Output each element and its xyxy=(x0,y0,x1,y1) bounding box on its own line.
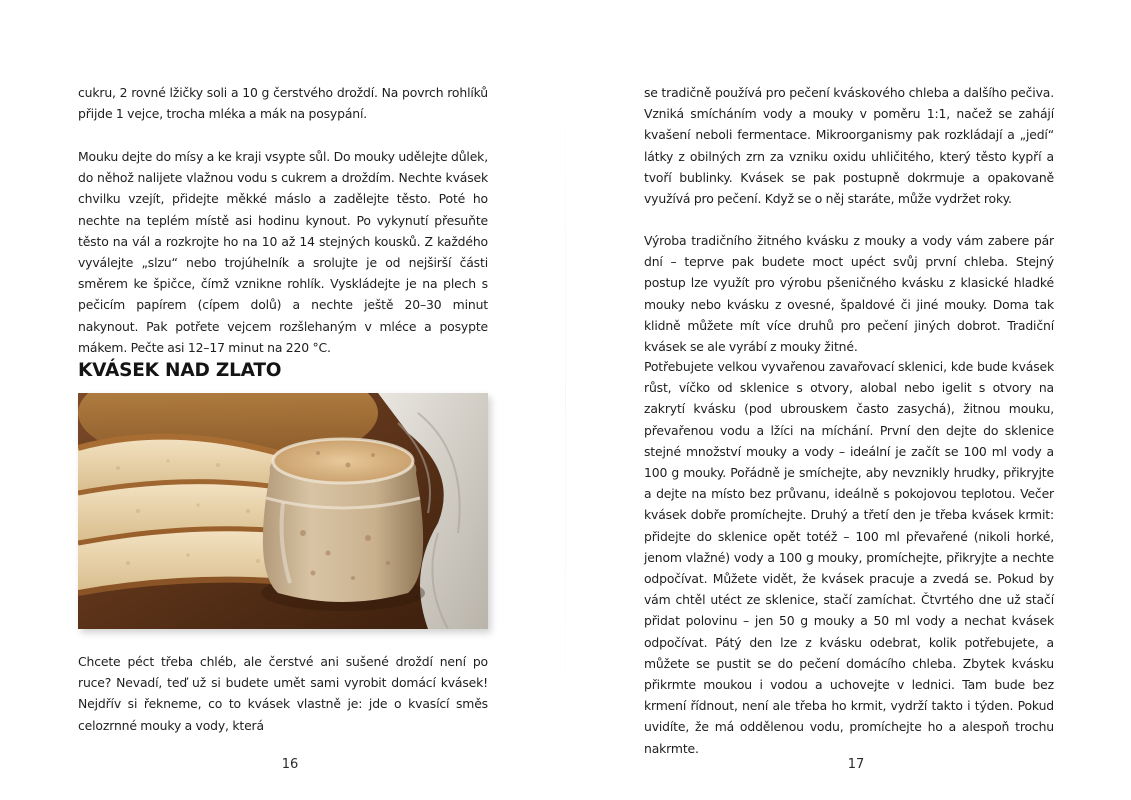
left-paragraph-2: Mouku dejte do mísy a ke kraji vsypte sůl. Do mouky udělejte důlek, do něhož nalijete vlažnou vodu s cukrem a droždím. Nechte kvásek chvilku vzejít, přidejte měkké máslo a zadělejte těsto. Poté ho nechte na teplém místě asi hodinu kynout. Po vykynutí přesuňte těsto na vál a rozkrojte ho na 10 až 14 stejných kousků. Z každého vyválejte „slzu“ nebo trojúhelník a srolujte je od nejširší části směrem ke špičce, čímž vznikne rohlík. Vyskládejte je na plech s pečicím papírem (cípem dolů) a nechte ještě 20–30 minut nakynout. Pak potřete vejcem rozšlehaným v mléce a posypte mákem. Pečte asi 12–17 minut na 220 °C. xyxy=(78,149,488,355)
right-paragraph-3: Potřebujete velkou vyvařenou zavařovací sklenici, kde bude kvásek růst, víčko od sklenice s otvory, alobal nebo igelit s otvory na zakrytí kvásku (pod ubrouskem často zasychá), žitnou mouku, převařenou vodu a lžíci na míchání. První den dejte do sklenice stejné množství mouky a vody – ideální je začít se 100 ml vody a 100 g mouky. Pořádně je smíchejte, aby nevznikly hrudky, přikryjte a dejte na místo bez průvanu, ideálně s pokojovou teplotou. Večer kvásek dobře promíchejte. Druhý a třetí den je třeba kvásek krmit: přidejte do sklenice opět totéž – 100 ml převařené (nikoli horké, jenom vlažné) vody a 100 g mouky, promíchejte, přikryjte a nechte odpočívat. Můžete vidět, že kvásek pracuje a zvedá se. Pokud by vám chtěl utéct ze sklenice, stačí zamíchat. Čtvrtého dne už stačí přidat polovinu – jen 50 g mouky a 50 ml vody a nechat kvásek odpočívat. Pátý den lze z kvásku odebrat, kolik potřebujete, a můžete se pustit se do pečení domácího chleba. Zbytek kvásku přikrmte moukou i vodou a uchovejte v lednici. Tam bude bez krmení řídnout, není ale třeba ho krmit, vydrží takto i týden. Pokud uvidíte, že má oddělenou vodu, promíchejte ho a alespoň trochu nakrmte. xyxy=(644,359,1054,756)
section-heading: KVÁSEK NAD ZLATO xyxy=(78,360,282,381)
sourdough-jar-photo xyxy=(78,393,488,629)
right-paragraph-2: Výroba tradičního žitného kvásku z mouky a vody vám zabere pár dní – teprve pak budete moct upéct svůj první chleba. Stejný postup lze využít pro výrobu pšeničného kvásku z klasické hladké mouky nebo kvásku z ovesné, špaldové či jiné mouky. Doma tak klidně můžete mít více druhů pro pečení jiných dobrot. Tradiční kvásek se ale vyrábí z mouky žitné. xyxy=(644,233,1054,355)
page-number-left: 16 xyxy=(281,757,299,772)
right-page xyxy=(566,0,1131,800)
page-number-right: 17 xyxy=(847,757,865,772)
left-paragraph-3: Chcete péct třeba chléb, ale čerstvé ani sušené droždí není po ruce? Nevadí, teď už si budete umět sami vyrobit domácí kvásek! Nejdřív si řekneme, co to kvásek vlastně je: jde o kvasící směs celozrnné mouky a vody, která xyxy=(78,654,488,733)
right-paragraph-1: se tradičně používá pro pečení kváskového chleba a dalšího pečiva. Vzniká smícháním vody a mouky v poměru 1:1, načež se zahájí kvašení neboli fermentace. Mikroorganismy pak rozkládají a „jedí“ látky z obilných zrn za vzniku oxidu uhličitého, který těsto kypří a tvoří bublinky. Kvásek se pak postupně dokrmuje a opakovaně využívá pro pečení. Když se o něj staráte, může vydržet roky. xyxy=(644,85,1054,207)
left-page xyxy=(0,0,565,800)
left-paragraph-1: cukru, 2 rovné lžičky soli a 10 g čerstvého droždí. Na povrch rohlíků přijde 1 vejce, trocha mléka a mák na posypání. xyxy=(78,85,488,122)
